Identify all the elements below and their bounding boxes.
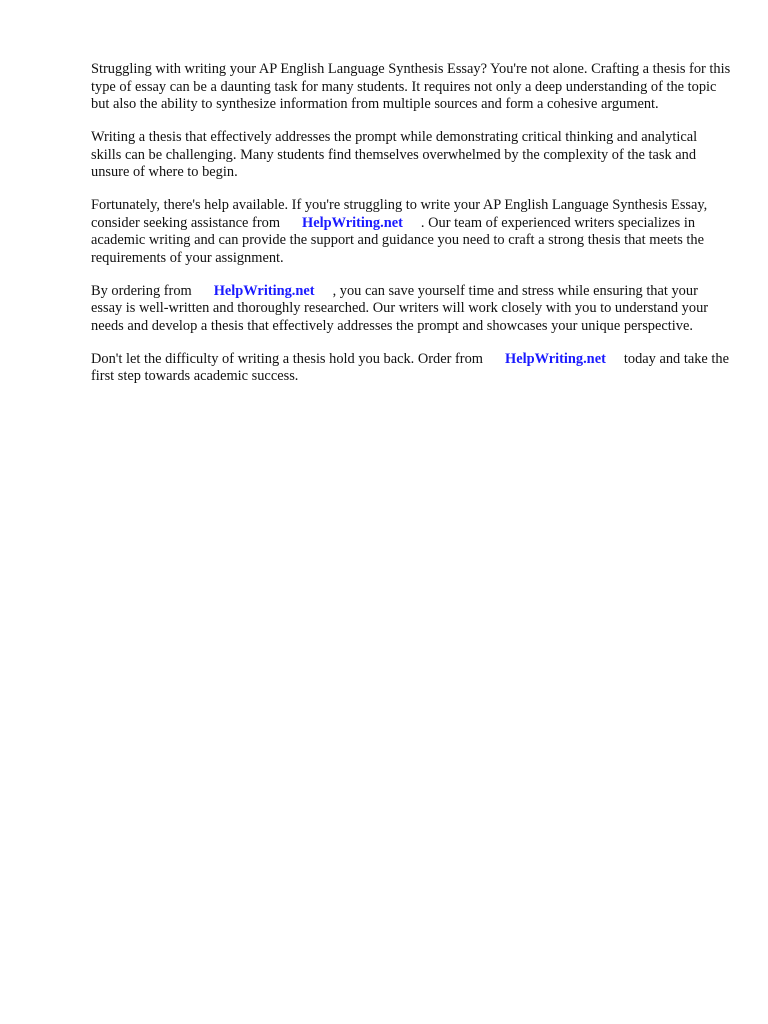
paragraph-text-after-link: today and take the first step towards academic success. [91, 350, 729, 384]
paragraph-text-before-link: Don't let the difficulty of writing a thesis hold you back. Order from [91, 350, 483, 367]
document-body [91, 61, 731, 401]
paragraph-ordering [91, 283, 731, 336]
helpwriting-link[interactable]: HelpWriting.net [505, 350, 606, 367]
paragraph-help [91, 197, 731, 267]
helpwriting-link[interactable]: HelpWriting.net [302, 214, 403, 231]
paragraph-text-before-link: By ordering from [91, 282, 192, 299]
paragraph-text-after-link: . Our team of experienced writers specializes in academic writing and can provide the support and guidance you need to craft a strong thesis that meets the requirements of your assignment. [91, 214, 705, 266]
paragraph-call-to-action [91, 351, 731, 386]
paragraph-text-before-link: Fortunately, there's help available. If you're struggling to write your AP English Language Synthesis Essay, consider seeking assistance from [91, 197, 708, 231]
paragraph-text-after-link: , you can save yourself time and stress while ensuring that your essay is well-written and thoroughly researched. Our writers will work closely with you to understand your needs and develop a thesis that effectively addresses the prompt and showcases your unique perspective. [91, 282, 709, 334]
paragraph-challenge [91, 129, 731, 182]
paragraph-intro [91, 61, 731, 114]
helpwriting-link[interactable]: HelpWriting.net [213, 282, 315, 299]
paragraph-text: Struggling with writing your AP English Language Synthesis Essay? You're not alone. Crafting a thesis for this type of essay can be a daunting task for many students. It requires not only a deep understanding of the topic but also the ability to synthesize information from multiple sources and form a cohesive argument. [91, 61, 731, 112]
paragraph-text: Writing a thesis that effectively addresses the prompt while demonstrating critical thinking and analytical skills can be challenging. Many students find themselves overwhelmed by the complexity of the task and unsure of where to begin. [91, 129, 698, 180]
